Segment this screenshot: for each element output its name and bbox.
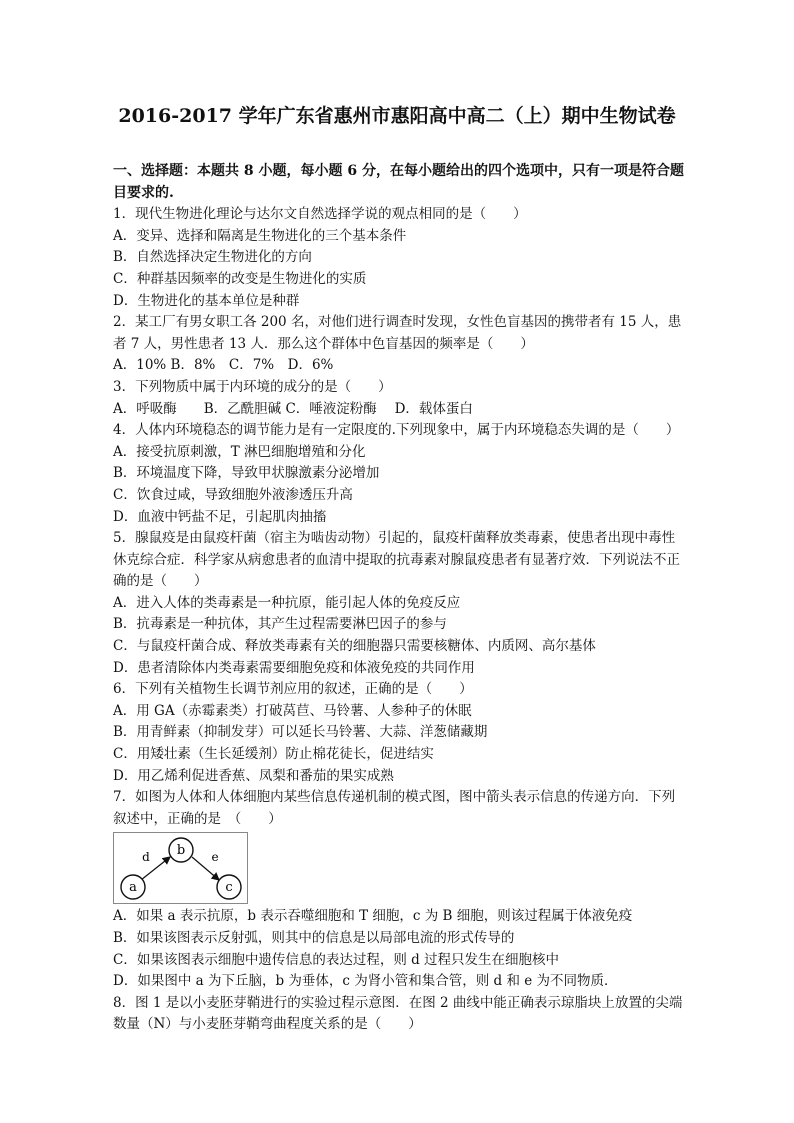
question-2-options: A．10% B．8% C．7% D．6% — [113, 357, 334, 374]
question-5-option-a: A．进入人体的类毒素是一种抗原，能引起人体的免疫反应 — [113, 594, 461, 611]
question-6-stem: 6．下列有关植物生长调节剂应用的叙述，正确的是（ ） — [113, 681, 473, 698]
arrow-e-label: e — [211, 850, 219, 865]
question-1-option-b: B．自然选择决定生物进化的方向 — [113, 249, 312, 266]
question-4-option-a: A．接受抗原刺激，T 淋巴细胞增殖和分化 — [113, 443, 366, 460]
question-5-option-c: C．与鼠疫杆菌合成、释放类毒素有关的细胞器只需要核糖体、内质网、高尔基体 — [113, 638, 596, 655]
signal-transfer-svg — [113, 832, 248, 904]
exam-content — [113, 161, 685, 1036]
question-4-option-d: D．血液中钙盐不足，引起肌肉抽搐 — [113, 508, 327, 525]
node-c-label: c — [225, 880, 233, 896]
section-heading: 一、选择题：本题共 8 小题，每小题 6 分，在每小题给出的四个选项中，只有一项是符合题目要求的. — [113, 163, 684, 201]
question-1-option-c: C．种群基因频率的改变是生物进化的实质 — [113, 270, 367, 287]
question-7-option-a: A．如果 a 表示抗原，b 表示吞噬细胞和 T 细胞，c 为 B 细胞，则该过程属于体液免疫 — [113, 908, 633, 925]
signal-transfer-diagram — [113, 832, 248, 904]
question-7-option-b: B．如果该图表示反射弧，则其中的信息是以局部电流的形式传导的 — [113, 930, 515, 946]
arrow-d-label: d — [142, 850, 150, 865]
question-6-option-b: B．用青鲜素（抑制发芽）可以延长马铃薯、大蒜、洋葱储藏期 — [113, 724, 488, 741]
question-4-option-b: B．环境温度下降，导致甲状腺激素分泌增加 — [113, 465, 380, 482]
question-5-option-b: B．抗毒素是一种抗体，其产生过程需要淋巴因子的参与 — [113, 616, 447, 633]
question-5-option-d: D．患者清除体内类毒素需要细胞免疫和体液免疫的共同作用 — [113, 659, 475, 676]
question-7-option-c: C．如果该图表示细胞中遗传信息的表达过程，则 d 过程只发生在细胞核中 — [113, 951, 560, 968]
question-3-stem: 3．下列物质中属于内环境的成分的是（ ） — [113, 378, 392, 395]
page-title: 2016-2017 学年广东省惠州市惠阳高中高二（上）期中生物试卷 — [118, 105, 676, 127]
question-2-stem: 2．某工厂有男女职工各 200 名，对他们进行调查时发现，女性色盲基因的携带者有 15 人，患者 7 人，男性患者 13 人．那么这个群体中色盲基因的频率是（ ） — [113, 314, 682, 352]
question-1-option-a: A．变异、选择和隔离是生物进化的三个基本条件 — [113, 227, 407, 244]
node-a-label: a — [129, 880, 137, 896]
question-3-options: A．呼吸酶 B．乙酰胆碱 C．唾液淀粉酶 D．载体蛋白 — [113, 400, 473, 417]
node-b-label: b — [176, 843, 186, 859]
question-6-option-a: A．用 GA（赤霉素类）打破莴苣、马铃薯、人参种子的休眠 — [113, 702, 472, 719]
question-8-stem: 8．图 1 是以小麦胚芽鞘进行的实验过程示意图．在图 2 曲线中能正确表示琼脂块上放置的尖端数量（N）与小麦胚芽鞘弯曲程度关系的是（ ） — [113, 994, 683, 1033]
question-6-option-d: D．用乙烯利促进香蕉、凤梨和番茄的果实成熟 — [113, 767, 394, 784]
question-5-stem: 5．腺鼠疫是由鼠疫杆菌（宿主为啮齿动物）引起的，鼠疫杆菌释放类毒素，使患者出现中毒性休克综合症．科学家从病愈患者的血清中提取的抗毒素对腺鼠疫患者有显著疗效．下列说法不正确的是（ ） — [113, 530, 680, 590]
question-1-option-d: D．生物进化的基本单位是种群 — [113, 292, 300, 309]
question-1-stem: 1．现代生物进化理论与达尔文自然选择学说的观点相同的是（ ） — [113, 206, 527, 223]
question-7-stem: 7．如图为人体和人体细胞内某些信息传递机制的模式图，图中箭头表示信息的传递方向．下列叙述中，正确的是 （ ） — [113, 789, 676, 827]
question-4-option-c: C．饮食过咸，导致细胞外液渗透压升高 — [113, 486, 353, 503]
question-4-stem: 4．人体内环境稳态的调节能力是有一定限度的.下列现象中，属于内环境稳态失调的是（ ） — [113, 422, 680, 439]
question-7-option-d: D．如果图中 a 为下丘脑，b 为垂体，c 为肾小管和集合管，则 d 和 e 为不同物质． — [113, 973, 618, 990]
question-6-option-c: C．用矮壮素（生长延缓剂）防止棉花徒长，促进结实 — [113, 746, 434, 763]
